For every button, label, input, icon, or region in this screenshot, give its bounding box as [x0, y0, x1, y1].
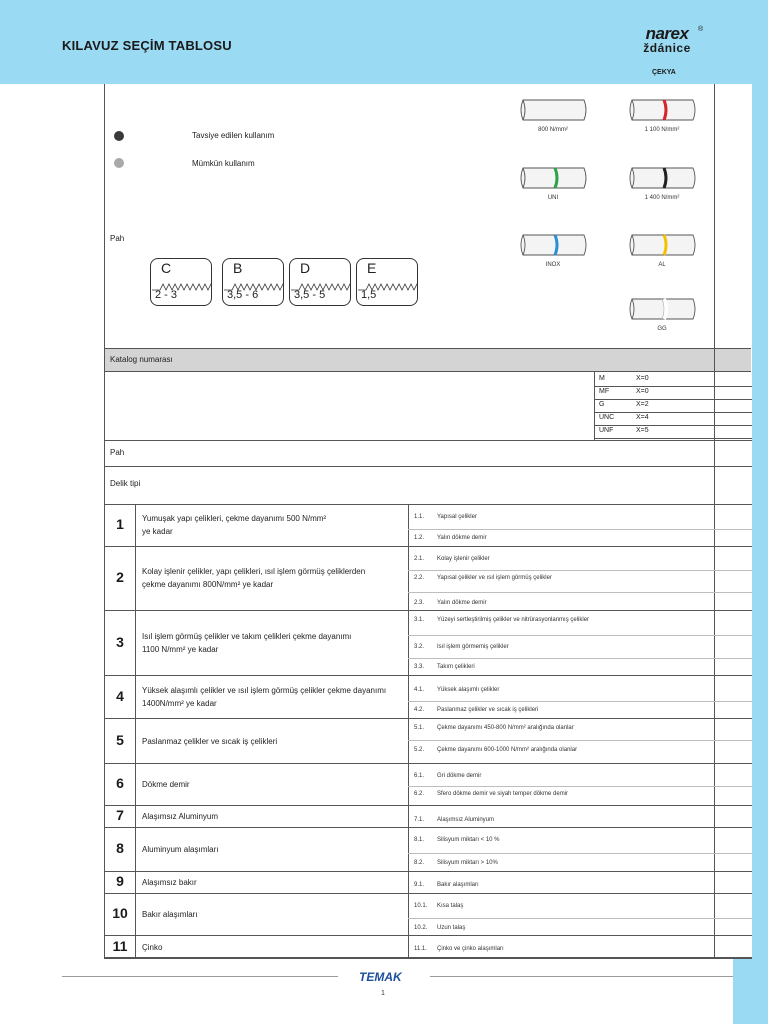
group-sub-divider — [408, 504, 409, 546]
subgroup-number: 10.1. — [414, 903, 428, 909]
group-row-line — [104, 827, 752, 828]
logo-zdanice-text: ždánice — [643, 41, 691, 55]
material-group-description-line2: ye kadar — [142, 527, 173, 536]
legend-recommended: Tavsiye edilen kullanım — [192, 131, 275, 140]
subgroup-name: Silisyum miktarı > 10% — [437, 860, 498, 866]
group-sub-divider — [408, 675, 409, 718]
material-subgroup — [414, 556, 490, 562]
material-group-description: Çinko — [142, 942, 163, 952]
material-subgroup — [414, 575, 552, 581]
page-title: KILAVUZ SEÇİM TABLOSU — [62, 38, 232, 53]
subgroup-number: 6.2. — [414, 791, 425, 797]
group-sub-divider — [408, 893, 409, 935]
material-group-number: 2 — [116, 569, 124, 585]
thread-standard: M — [599, 375, 605, 382]
material-group-number: 10 — [112, 905, 128, 921]
groups-top — [104, 504, 752, 505]
subgroup-line — [408, 918, 752, 919]
subgroup-name: Yapısal çelikler ve ısıl işlem görmüş çelikler — [437, 575, 552, 581]
subgroup-name: Kolay işlenir çelikler — [437, 556, 490, 562]
pah-label: Pah — [110, 234, 125, 243]
material-group-description: Alaşımsız bakır — [142, 878, 197, 887]
material-subgroup — [414, 925, 465, 931]
subgroup-line — [408, 786, 752, 787]
pah-letter: E — [367, 260, 377, 276]
subgroup-name: Uzun talaş — [437, 925, 466, 931]
subgroup-name: Isıl işlem görmemiş çelikler — [437, 644, 509, 650]
catalog-pah-label: Pah — [110, 448, 125, 457]
registered-mark: ® — [698, 26, 704, 33]
subgroup-name: Gri dökme demir — [437, 773, 482, 779]
pah-letter: C — [161, 260, 172, 276]
material-subgroup — [414, 535, 487, 541]
footer-rule-right — [430, 976, 733, 977]
material-group-description: Kolay işlenir çelikler, yapı çelikleri, ısıl işlem görmüş çeliklerden — [142, 567, 366, 576]
material-subgroup — [414, 707, 538, 713]
group-num-divider — [135, 675, 136, 718]
group-row-line — [104, 935, 752, 936]
subgroup-number: 3.1. — [414, 617, 425, 623]
group-sub-divider — [408, 871, 409, 893]
pah-type-box — [222, 258, 284, 306]
subgroup-number: 4.1. — [414, 687, 425, 693]
material-subgroup — [414, 664, 475, 670]
std-row-line — [594, 425, 752, 426]
subgroup-name: Yapısal çelikler — [437, 514, 477, 520]
thread-x-value: X=2 — [636, 401, 649, 408]
material-subgroup — [414, 837, 500, 843]
pah-range: 1,5 — [361, 289, 377, 301]
group-num-divider — [135, 504, 136, 546]
subgroup-name: Yüzeyi sertleştirilmiş çelikler ve nitrürasyonlanmış çelikler — [437, 617, 590, 623]
material-rod-icon — [518, 97, 590, 123]
std-row-line — [594, 412, 752, 413]
footer-rule-left — [62, 976, 338, 977]
subgroup-name: Çinko ve çinko alaşımları — [437, 946, 504, 952]
subgroup-name: Çekme dayanımı 600-1000 N/mm² aralığında olanlar — [437, 747, 578, 753]
catalog-divider — [714, 348, 715, 372]
material-group-description: Bakır alaşımları — [142, 910, 198, 919]
subgroup-name: Paslanmaz çelikler ve sıcak iş çelikleri — [437, 707, 539, 713]
subgroup-name: Sfero dökme demir ve siyah temper dökme demir — [437, 791, 569, 797]
group-num-divider — [135, 827, 136, 871]
pah-type-box — [356, 258, 418, 306]
rod-label: 1 100 N/mm² — [644, 127, 680, 133]
thread-standard: G — [599, 401, 605, 408]
subgroup-number: 3.2. — [414, 644, 425, 650]
group-num-divider — [135, 935, 136, 958]
group-row-line — [104, 958, 752, 959]
group-sub-divider — [408, 546, 409, 610]
material-subgroup — [414, 882, 479, 888]
page-number: 1 — [381, 990, 385, 997]
std-row-line — [594, 438, 752, 439]
material-rod-icon — [627, 232, 699, 258]
subgroup-number: 8.2. — [414, 860, 425, 866]
material-group-description: Paslanmaz çelikler ve sıcak iş çelikleri — [142, 736, 278, 746]
group-sub-divider — [408, 935, 409, 958]
material-group-description: Yüksek alaşımlı çelikler ve ısıl işlem görmüş çelikler çekme dayanımı — [142, 685, 387, 695]
group-row-line — [104, 675, 752, 676]
material-subgroup — [414, 817, 494, 823]
rod-label: INOX — [545, 262, 561, 268]
pah-letter: D — [300, 260, 311, 276]
subgroup-name: Yüksek alaşımlı çelikler — [437, 687, 500, 693]
thread-x-value: X=4 — [636, 414, 649, 421]
material-group-number: 5 — [116, 731, 124, 748]
rod-label: 800 N/mm² — [538, 127, 568, 133]
material-group-number: 6 — [116, 775, 124, 791]
group-num-divider — [135, 871, 136, 893]
material-subgroup — [414, 747, 577, 753]
subgroup-line — [408, 658, 752, 659]
group-num-divider — [135, 610, 136, 675]
subgroup-number: 8.1. — [414, 837, 425, 843]
std-table-left — [594, 372, 595, 440]
subgroup-number: 3.3. — [414, 664, 425, 670]
thread-x-value: X=0 — [636, 375, 649, 382]
subgroup-line — [408, 529, 752, 530]
material-subgroup — [414, 514, 477, 520]
group-num-divider — [135, 805, 136, 827]
material-group-number: 7 — [116, 807, 124, 823]
group-sub-divider — [408, 827, 409, 871]
subgroup-number: 5.2. — [414, 747, 425, 753]
material-subgroup — [414, 725, 574, 731]
material-group-number: 9 — [116, 873, 124, 889]
thread-standard: UNC — [599, 414, 615, 421]
subgroup-number: 4.2. — [414, 707, 425, 713]
group-row-line — [104, 610, 752, 611]
pah-range: 3,5 - 5 — [294, 289, 326, 301]
subgroup-name: Çekme dayanımı 450-800 N/mm² aralığında olanlar — [437, 725, 574, 731]
subgroup-line — [408, 635, 752, 636]
material-group-description: Isıl işlem görmüş çelikler ve takım çelikleri çekme dayanımı — [142, 631, 352, 641]
subgroup-line — [408, 740, 752, 741]
rod-label: 1 400 N/mm² — [644, 195, 680, 201]
material-group-description-line2: 1400N/mm² ye kadar — [142, 698, 217, 708]
thread-x-value: X=0 — [636, 388, 649, 395]
subgroup-line — [408, 701, 752, 702]
narex-logo — [628, 26, 706, 54]
hole-type-label: Delik tipi — [110, 479, 141, 488]
group-row-line — [104, 546, 752, 547]
material-subgroup — [414, 600, 487, 606]
thread-x-value: X=5 — [636, 427, 649, 434]
subgroup-name: Yalın dökme demir — [437, 600, 487, 606]
material-rod-icon — [627, 296, 699, 322]
material-rod-icon — [518, 165, 590, 191]
subgroup-number: 5.1. — [414, 725, 425, 731]
material-subgroup — [414, 687, 499, 693]
pah-type-box — [289, 258, 351, 306]
subgroup-line — [408, 570, 752, 571]
material-group-description: Yumuşak yapı çelikleri, çekme dayanımı 500 N/mm² — [142, 514, 327, 523]
thread-standard: UNF — [599, 427, 614, 434]
group-num-divider — [135, 763, 136, 805]
group-row-line — [104, 893, 752, 894]
subgroup-number: 1.1. — [414, 514, 425, 520]
catalog-label: Katalog numarası — [110, 355, 173, 364]
subgroup-number: 9.1. — [414, 882, 425, 888]
rod-label: AL — [658, 262, 666, 268]
group-row-line — [104, 805, 752, 806]
material-rod-icon — [627, 97, 699, 123]
subgroup-line — [408, 592, 752, 593]
material-group-description-line2: 1100 N/mm² ye kadar — [142, 644, 219, 654]
possible-dot-icon — [114, 158, 124, 168]
subgroup-name: Takım çelikleri — [437, 664, 475, 670]
pah-type-box — [150, 258, 212, 306]
subgroup-number: 2.1. — [414, 556, 425, 562]
material-group-number: 1 — [116, 516, 124, 532]
hole-row-top — [104, 466, 752, 467]
material-group-description: Alaşımsız Aluminyum — [142, 812, 219, 821]
material-group-number: 8 — [116, 840, 124, 856]
subgroup-number: 1.2. — [414, 535, 425, 541]
subgroup-number: 2.3. — [414, 600, 425, 606]
pah-range: 3,5 - 6 — [227, 289, 259, 301]
material-subgroup — [414, 773, 481, 779]
material-group-description: Dökme demir — [142, 780, 190, 789]
material-subgroup — [414, 946, 504, 952]
rod-label: GG — [657, 326, 667, 332]
subgroup-number: 2.2. — [414, 575, 425, 581]
subgroup-name: Yalın dökme demir — [437, 535, 487, 541]
material-group-description-line2: çekme dayanımı 800N/mm² ye kadar — [142, 580, 274, 589]
material-group-number: 4 — [116, 687, 124, 704]
material-subgroup — [414, 791, 568, 797]
subgroup-number: 7.1. — [414, 817, 425, 823]
group-sub-divider — [408, 763, 409, 805]
recommended-dot-icon — [114, 131, 124, 141]
group-num-divider — [135, 718, 136, 763]
material-rod-icon — [518, 232, 590, 258]
pah-range: 2 - 3 — [155, 289, 178, 301]
material-subgroup — [414, 903, 463, 909]
material-subgroup — [414, 860, 498, 866]
rod-label: UNI — [547, 195, 559, 201]
material-subgroup — [414, 617, 589, 623]
subgroup-number: 10.2. — [414, 925, 428, 931]
material-group-number: 11 — [112, 937, 128, 954]
subgroup-number: 11.1. — [414, 946, 427, 952]
group-sub-divider — [408, 805, 409, 827]
group-row-line — [104, 718, 752, 719]
subgroup-name: Kısa talaş — [437, 903, 464, 909]
subgroup-line — [408, 853, 752, 854]
pah-row-top — [104, 440, 752, 441]
std-row-line — [594, 386, 752, 387]
material-rod-icon — [627, 165, 699, 191]
subgroup-name: Alaşımsız Aluminyum — [437, 817, 495, 823]
subgroup-name: Bakır alaşımları — [437, 882, 479, 888]
std-row-line — [594, 399, 752, 400]
group-sub-divider — [408, 610, 409, 675]
group-row-line — [104, 763, 752, 764]
group-num-divider — [135, 893, 136, 935]
material-group-number: 3 — [116, 633, 124, 650]
subgroup-name: Silisyum miktarı < 10 % — [437, 837, 500, 843]
thread-standard: MF — [599, 388, 610, 395]
group-num-divider — [135, 546, 136, 610]
pah-letter: B — [233, 260, 243, 276]
logo-narex-text: narex — [645, 24, 689, 43]
legend-possible: Mümkün kullanım — [192, 159, 255, 168]
material-group-description: Aluminyum alaşımları — [142, 845, 219, 854]
material-subgroup — [414, 644, 509, 650]
group-row-line — [104, 871, 752, 872]
logo-country: ÇEKYA — [652, 69, 676, 76]
footer-brand: TEMAK — [359, 970, 402, 984]
subgroup-number: 6.1. — [414, 773, 425, 779]
catalog-header-row — [105, 348, 751, 372]
